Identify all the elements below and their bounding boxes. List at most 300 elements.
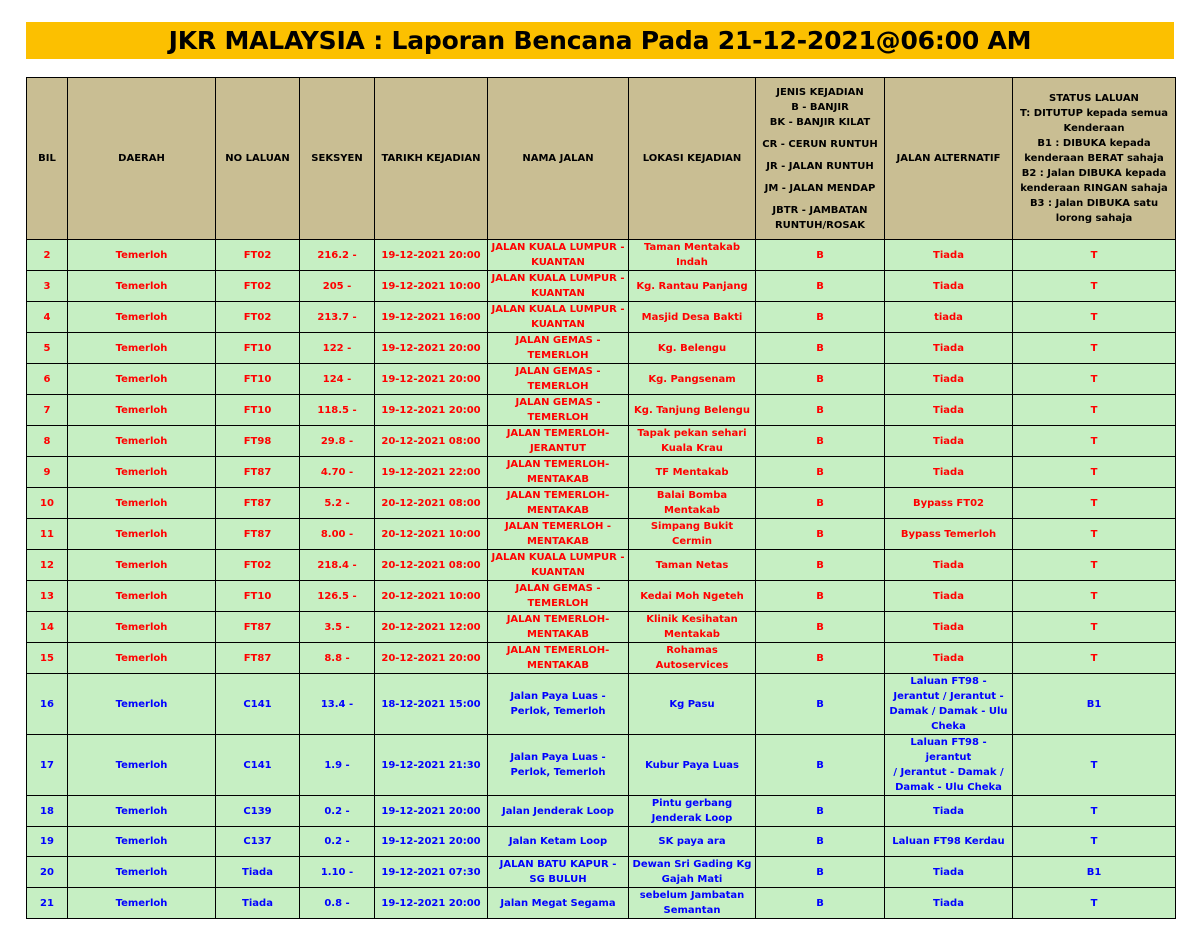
cell-nama-jalan xyxy=(488,488,629,519)
cell-no-laluan: FT02 xyxy=(216,240,300,271)
cell-no-laluan: FT98 xyxy=(216,426,300,457)
cell-nama-jalan-line: Jalan Megat Segama xyxy=(500,897,616,909)
cell-jenis-kejadian: B xyxy=(756,581,885,612)
cell-tarikh-kejadian: 19-12-2021 20:00 xyxy=(375,333,488,364)
cell-jalan-alternatif-line: Laluan FT98 - xyxy=(910,676,987,687)
cell-status-laluan: T xyxy=(1013,302,1176,333)
cell-no-laluan: FT02 xyxy=(216,550,300,581)
cell-jalan-alternatif xyxy=(885,302,1013,333)
header-jenis-line: RUNTUH/ROSAK xyxy=(774,219,866,231)
header-lokasi-kejadian: LOKASI KEJADIAN xyxy=(629,78,756,240)
cell-jalan-alternatif-line: Tiada xyxy=(933,652,964,664)
cell-nama-jalan-line: JALAN GEMAS - xyxy=(515,583,601,594)
cell-lokasi-kejadian xyxy=(629,519,756,550)
cell-tarikh-kejadian: 20-12-2021 20:00 xyxy=(375,643,488,674)
cell-seksyen: 13.4 - xyxy=(300,674,375,735)
cell-jenis-kejadian: B xyxy=(756,674,885,735)
header-status-line: Kenderaan xyxy=(1063,123,1125,134)
cell-daerah: Temerloh xyxy=(68,302,216,333)
cell-lokasi-kejadian xyxy=(629,735,756,796)
cell-nama-jalan-line: Perlok, Temerloh xyxy=(510,767,606,778)
cell-daerah: Temerloh xyxy=(68,735,216,796)
cell-nama-jalan-line: JALAN GEMAS - xyxy=(515,335,601,346)
report-title-bar xyxy=(26,22,1174,59)
cell-nama-jalan-line: JALAN TEMERLOH- xyxy=(506,614,610,625)
cell-status-laluan: T xyxy=(1013,333,1176,364)
cell-lokasi-kejadian-line: Semantan xyxy=(663,905,721,916)
cell-jalan-alternatif-line: Tiada xyxy=(933,590,964,602)
cell-tarikh-kejadian: 20-12-2021 10:00 xyxy=(375,519,488,550)
cell-bil: 5 xyxy=(27,333,68,364)
cell-nama-jalan-line: JALAN KUALA LUMPUR - xyxy=(491,552,625,563)
cell-daerah: Temerloh xyxy=(68,612,216,643)
cell-jalan-alternatif xyxy=(885,333,1013,364)
cell-status-laluan: T xyxy=(1013,581,1176,612)
cell-lokasi-kejadian xyxy=(629,240,756,271)
cell-nama-jalan-line: JALAN BATU KAPUR - xyxy=(499,859,617,870)
cell-jalan-alternatif-line: Tiada xyxy=(933,280,964,292)
cell-jalan-alternatif-line: Laluan FT98 Kerdau xyxy=(892,836,1005,847)
table-row xyxy=(27,488,1176,519)
cell-jalan-alternatif-line: Damak / Damak - Ulu xyxy=(889,706,1008,717)
cell-nama-jalan xyxy=(488,857,629,888)
cell-nama-jalan-line: Jalan Ketam Loop xyxy=(508,836,608,847)
cell-jenis-kejadian: B xyxy=(756,333,885,364)
cell-lokasi-kejadian xyxy=(629,857,756,888)
cell-daerah: Temerloh xyxy=(68,519,216,550)
cell-jalan-alternatif xyxy=(885,550,1013,581)
cell-daerah: Temerloh xyxy=(68,457,216,488)
cell-lokasi-kejadian xyxy=(629,395,756,426)
cell-nama-jalan xyxy=(488,796,629,827)
cell-jalan-alternatif xyxy=(885,457,1013,488)
header-bil: BIL xyxy=(27,78,68,240)
cell-tarikh-kejadian: 19-12-2021 20:00 xyxy=(375,888,488,919)
cell-bil: 17 xyxy=(27,735,68,796)
cell-status-laluan: B1 xyxy=(1013,674,1176,735)
cell-bil: 2 xyxy=(27,240,68,271)
cell-nama-jalan-line: JALAN TEMERLOH - xyxy=(504,521,612,532)
cell-jenis-kejadian: B xyxy=(756,457,885,488)
cell-seksyen: 126.5 - xyxy=(300,581,375,612)
cell-jenis-kejadian: B xyxy=(756,857,885,888)
header-status-line: B3 : Jalan DIBUKA satu xyxy=(1029,198,1159,209)
cell-jalan-alternatif-line: Tiada xyxy=(933,621,964,633)
cell-daerah: Temerloh xyxy=(68,271,216,302)
cell-bil: 20 xyxy=(27,857,68,888)
cell-daerah: Temerloh xyxy=(68,643,216,674)
cell-nama-jalan-line: TEMERLOH xyxy=(527,381,589,392)
cell-daerah: Temerloh xyxy=(68,827,216,857)
cell-jenis-kejadian: B xyxy=(756,519,885,550)
cell-lokasi-kejadian xyxy=(629,457,756,488)
cell-jalan-alternatif-line: Tiada xyxy=(933,249,964,261)
cell-no-laluan: FT10 xyxy=(216,395,300,426)
cell-tarikh-kejadian: 18-12-2021 15:00 xyxy=(375,674,488,735)
cell-no-laluan: FT87 xyxy=(216,643,300,674)
cell-lokasi-kejadian-line: Gajah Mati xyxy=(661,874,723,885)
cell-jenis-kejadian: B xyxy=(756,612,885,643)
cell-jalan-alternatif-line: Damak - Ulu Cheka xyxy=(895,782,1002,793)
cell-bil: 3 xyxy=(27,271,68,302)
cell-jenis-kejadian: B xyxy=(756,271,885,302)
cell-jenis-kejadian: B xyxy=(756,796,885,827)
cell-daerah: Temerloh xyxy=(68,240,216,271)
cell-nama-jalan-line: JALAN GEMAS - xyxy=(515,366,601,377)
cell-no-laluan: FT02 xyxy=(216,271,300,302)
cell-nama-jalan-line: JALAN GEMAS - xyxy=(515,397,601,408)
header-jenis-line: JBTR - JAMBATAN xyxy=(772,204,868,216)
cell-lokasi-kejadian-line: Jenderak Loop xyxy=(651,813,733,824)
cell-status-laluan: T xyxy=(1013,796,1176,827)
cell-seksyen: 205 - xyxy=(300,271,375,302)
cell-jenis-kejadian: B xyxy=(756,302,885,333)
cell-nama-jalan-line: KUANTAN xyxy=(531,288,585,299)
table-row xyxy=(27,364,1176,395)
cell-status-laluan: T xyxy=(1013,735,1176,796)
cell-nama-jalan xyxy=(488,395,629,426)
cell-nama-jalan xyxy=(488,271,629,302)
cell-no-laluan: FT87 xyxy=(216,488,300,519)
cell-jalan-alternatif xyxy=(885,643,1013,674)
header-jenis-kejadian xyxy=(756,78,885,240)
cell-lokasi-kejadian xyxy=(629,612,756,643)
cell-bil: 11 xyxy=(27,519,68,550)
cell-nama-jalan xyxy=(488,364,629,395)
cell-nama-jalan-line: JALAN KUALA LUMPUR - xyxy=(491,273,625,284)
cell-lokasi-kejadian-line: TF Mentakab xyxy=(655,466,729,478)
cell-daerah: Temerloh xyxy=(68,888,216,919)
header-jenis-line: JR - JALAN RUNTUH xyxy=(766,160,874,172)
cell-seksyen: 213.7 - xyxy=(300,302,375,333)
cell-jalan-alternatif-line: Laluan FT98 - jerantut xyxy=(910,737,987,763)
table-row xyxy=(27,735,1176,796)
cell-jalan-alternatif-line: Tiada xyxy=(933,866,964,878)
cell-jalan-alternatif-line: Tiada xyxy=(933,897,964,909)
cell-lokasi-kejadian-line: Mentakab xyxy=(664,629,720,640)
cell-lokasi-kejadian-line: Simpang Bukit Cermin xyxy=(650,521,734,547)
table-row xyxy=(27,426,1176,457)
cell-no-laluan: FT10 xyxy=(216,581,300,612)
cell-daerah: Temerloh xyxy=(68,395,216,426)
cell-tarikh-kejadian: 20-12-2021 10:00 xyxy=(375,581,488,612)
disaster-report-table xyxy=(26,77,1176,919)
cell-no-laluan: Tiada xyxy=(216,888,300,919)
cell-status-laluan: T xyxy=(1013,488,1176,519)
cell-daerah: Temerloh xyxy=(68,333,216,364)
cell-nama-jalan xyxy=(488,674,629,735)
cell-bil: 4 xyxy=(27,302,68,333)
cell-status-laluan: T xyxy=(1013,457,1176,488)
table-row xyxy=(27,333,1176,364)
report-title: JKR MALAYSIA : Laporan Bencana Pada 21-12-2021@06:00 AM xyxy=(168,26,1032,55)
cell-status-laluan: T xyxy=(1013,426,1176,457)
cell-status-laluan: T xyxy=(1013,519,1176,550)
cell-no-laluan: FT87 xyxy=(216,457,300,488)
cell-lokasi-kejadian-line: Kg Pasu xyxy=(669,698,715,710)
cell-seksyen: 4.70 - xyxy=(300,457,375,488)
cell-bil: 19 xyxy=(27,827,68,857)
cell-tarikh-kejadian: 19-12-2021 20:00 xyxy=(375,240,488,271)
cell-jenis-kejadian: B xyxy=(756,550,885,581)
cell-lokasi-kejadian xyxy=(629,333,756,364)
cell-nama-jalan xyxy=(488,735,629,796)
cell-jenis-kejadian: B xyxy=(756,735,885,796)
cell-status-laluan: T xyxy=(1013,395,1176,426)
cell-bil: 9 xyxy=(27,457,68,488)
header-jenis-line: BK - BANJIR KILAT xyxy=(769,116,871,128)
cell-lokasi-kejadian-line: Taman Netas xyxy=(655,559,729,571)
cell-nama-jalan xyxy=(488,333,629,364)
cell-bil: 18 xyxy=(27,796,68,827)
cell-nama-jalan xyxy=(488,302,629,333)
cell-no-laluan: C139 xyxy=(216,796,300,827)
cell-tarikh-kejadian: 19-12-2021 16:00 xyxy=(375,302,488,333)
table-row xyxy=(27,612,1176,643)
cell-seksyen: 218.4 - xyxy=(300,550,375,581)
cell-jalan-alternatif-line: Tiada xyxy=(933,805,964,817)
cell-tarikh-kejadian: 20-12-2021 08:00 xyxy=(375,488,488,519)
cell-lokasi-kejadian xyxy=(629,364,756,395)
table-row xyxy=(27,581,1176,612)
cell-jalan-alternatif xyxy=(885,674,1013,735)
cell-nama-jalan xyxy=(488,612,629,643)
cell-jalan-alternatif xyxy=(885,581,1013,612)
cell-nama-jalan-line: JALAN TEMERLOH- xyxy=(506,490,610,501)
cell-jalan-alternatif-line: Tiada xyxy=(933,559,964,571)
cell-nama-jalan-line: JALAN KUALA LUMPUR - xyxy=(491,304,625,315)
cell-lokasi-kejadian-line: Dewan Sri Gading Kg xyxy=(632,859,752,870)
cell-nama-jalan-line: SG BULUH xyxy=(529,874,587,885)
cell-lokasi-kejadian-line: Balai Bomba xyxy=(656,490,728,501)
cell-nama-jalan xyxy=(488,457,629,488)
cell-bil: 15 xyxy=(27,643,68,674)
header-status-line: B2 : Jalan DIBUKA kepada xyxy=(1021,168,1167,179)
cell-nama-jalan-line: JALAN KUALA LUMPUR - xyxy=(491,242,625,253)
cell-jalan-alternatif xyxy=(885,364,1013,395)
table-row xyxy=(27,457,1176,488)
cell-lokasi-kejadian-line: Indah xyxy=(676,257,708,268)
cell-bil: 21 xyxy=(27,888,68,919)
cell-daerah: Temerloh xyxy=(68,426,216,457)
cell-seksyen: 124 - xyxy=(300,364,375,395)
cell-no-laluan: C141 xyxy=(216,735,300,796)
cell-lokasi-kejadian xyxy=(629,488,756,519)
header-jenis-line: CR - CERUN RUNTUH xyxy=(762,138,878,150)
cell-bil: 10 xyxy=(27,488,68,519)
header-row xyxy=(27,78,1176,240)
cell-bil: 14 xyxy=(27,612,68,643)
cell-jalan-alternatif-line: Tiada xyxy=(933,466,964,478)
cell-nama-jalan xyxy=(488,888,629,919)
cell-nama-jalan-line: JERANTUT xyxy=(529,443,587,454)
cell-lokasi-kejadian xyxy=(629,271,756,302)
cell-tarikh-kejadian: 20-12-2021 08:00 xyxy=(375,426,488,457)
cell-lokasi-kejadian-line: Kedai Moh Ngeteh xyxy=(640,590,744,602)
cell-status-laluan: T xyxy=(1013,612,1176,643)
cell-jalan-alternatif xyxy=(885,796,1013,827)
cell-tarikh-kejadian: 20-12-2021 08:00 xyxy=(375,550,488,581)
cell-lokasi-kejadian-line: Kg. Rantau Panjang xyxy=(636,280,748,292)
cell-tarikh-kejadian: 19-12-2021 21:30 xyxy=(375,735,488,796)
header-status-line: B1 : DIBUKA kepada xyxy=(1037,138,1151,149)
cell-lokasi-kejadian-line: Masjid Desa Bakti xyxy=(641,311,743,323)
cell-bil: 16 xyxy=(27,674,68,735)
cell-bil: 13 xyxy=(27,581,68,612)
table-row xyxy=(27,827,1176,857)
cell-nama-jalan-line: MENTAKAB xyxy=(526,629,590,640)
cell-status-laluan: T xyxy=(1013,643,1176,674)
cell-jenis-kejadian: B xyxy=(756,426,885,457)
cell-tarikh-kejadian: 19-12-2021 20:00 xyxy=(375,827,488,857)
cell-nama-jalan-line: JALAN TEMERLOH- xyxy=(506,428,610,439)
cell-no-laluan: C141 xyxy=(216,674,300,735)
table-row xyxy=(27,796,1176,827)
cell-jenis-kejadian: B xyxy=(756,643,885,674)
cell-tarikh-kejadian: 19-12-2021 20:00 xyxy=(375,796,488,827)
cell-nama-jalan-line: KUANTAN xyxy=(531,567,585,578)
cell-lokasi-kejadian-line: Taman Mentakab xyxy=(644,242,740,253)
cell-nama-jalan-line: MENTAKAB xyxy=(526,474,590,485)
cell-lokasi-kejadian xyxy=(629,888,756,919)
header-status-line: T: DITUTUP kepada semua xyxy=(1020,108,1168,119)
cell-daerah: Temerloh xyxy=(68,674,216,735)
cell-no-laluan: C137 xyxy=(216,827,300,857)
cell-jenis-kejadian: B xyxy=(756,488,885,519)
cell-lokasi-kejadian-line: Autoservices xyxy=(655,660,729,671)
header-jalan-alternatif: JALAN ALTERNATIF xyxy=(885,78,1013,240)
cell-jalan-alternatif xyxy=(885,426,1013,457)
table-row xyxy=(27,302,1176,333)
cell-nama-jalan-line: KUANTAN xyxy=(531,257,585,268)
cell-tarikh-kejadian: 19-12-2021 20:00 xyxy=(375,364,488,395)
table-row xyxy=(27,857,1176,888)
cell-nama-jalan xyxy=(488,827,629,857)
cell-no-laluan: FT87 xyxy=(216,519,300,550)
cell-no-laluan: FT87 xyxy=(216,612,300,643)
cell-daerah: Temerloh xyxy=(68,364,216,395)
cell-lokasi-kejadian xyxy=(629,426,756,457)
cell-nama-jalan-line: TEMERLOH xyxy=(527,598,589,609)
cell-tarikh-kejadian: 19-12-2021 07:30 xyxy=(375,857,488,888)
header-jenis-line: JENIS KEJADIAN xyxy=(776,86,864,98)
cell-status-laluan: T xyxy=(1013,888,1176,919)
cell-lokasi-kejadian xyxy=(629,302,756,333)
cell-bil: 12 xyxy=(27,550,68,581)
cell-status-laluan: T xyxy=(1013,364,1176,395)
cell-lokasi-kejadian-line: SK paya ara xyxy=(658,836,726,847)
cell-lokasi-kejadian-line: Kuala Krau xyxy=(661,443,723,454)
cell-lokasi-kejadian-line: Kubur Paya Luas xyxy=(645,759,739,771)
cell-nama-jalan-line: MENTAKAB xyxy=(526,536,590,547)
cell-no-laluan: FT10 xyxy=(216,364,300,395)
cell-lokasi-kejadian-line: Mentakab xyxy=(664,505,720,516)
cell-seksyen: 1.9 - xyxy=(300,735,375,796)
cell-no-laluan: FT10 xyxy=(216,333,300,364)
cell-jalan-alternatif-line: Tiada xyxy=(933,373,964,385)
cell-lokasi-kejadian xyxy=(629,674,756,735)
cell-daerah: Temerloh xyxy=(68,857,216,888)
cell-lokasi-kejadian-line: sebelum Jambatan xyxy=(639,890,745,901)
table-row xyxy=(27,395,1176,426)
cell-seksyen: 118.5 - xyxy=(300,395,375,426)
cell-status-laluan: T xyxy=(1013,271,1176,302)
cell-daerah: Temerloh xyxy=(68,488,216,519)
cell-jalan-alternatif-line: Bypass Temerloh xyxy=(900,528,997,540)
cell-jalan-alternatif xyxy=(885,888,1013,919)
cell-jalan-alternatif-line: Tiada xyxy=(933,435,964,447)
cell-tarikh-kejadian: 19-12-2021 10:00 xyxy=(375,271,488,302)
table-row xyxy=(27,519,1176,550)
cell-jenis-kejadian: B xyxy=(756,827,885,857)
cell-jenis-kejadian: B xyxy=(756,395,885,426)
cell-lokasi-kejadian-line: Pintu gerbang xyxy=(651,798,733,809)
cell-lokasi-kejadian xyxy=(629,581,756,612)
header-status-line: STATUS LALUAN xyxy=(1049,93,1139,104)
cell-status-laluan: B1 xyxy=(1013,857,1176,888)
cell-jalan-alternatif-line: / Jerantut - Damak / xyxy=(893,767,1004,778)
cell-lokasi-kejadian-line: Rohamas xyxy=(666,645,718,656)
cell-jalan-alternatif xyxy=(885,271,1013,302)
cell-bil: 8 xyxy=(27,426,68,457)
cell-jalan-alternatif xyxy=(885,827,1013,857)
cell-seksyen: 8.8 - xyxy=(300,643,375,674)
cell-nama-jalan-line: Jalan Jenderak Loop xyxy=(502,805,614,817)
cell-jenis-kejadian: B xyxy=(756,888,885,919)
cell-jalan-alternatif xyxy=(885,857,1013,888)
cell-jalan-alternatif xyxy=(885,395,1013,426)
cell-no-laluan: FT02 xyxy=(216,302,300,333)
cell-tarikh-kejadian: 19-12-2021 20:00 xyxy=(375,395,488,426)
cell-daerah: Temerloh xyxy=(68,796,216,827)
cell-nama-jalan-line: TEMERLOH xyxy=(527,412,589,423)
header-status-line: kenderaan RINGAN sahaja xyxy=(1020,183,1168,194)
cell-nama-jalan-line: MENTAKAB xyxy=(526,660,590,671)
cell-nama-jalan xyxy=(488,519,629,550)
header-seksyen: SEKSYEN xyxy=(300,78,375,240)
table-row xyxy=(27,550,1176,581)
cell-no-laluan: Tiada xyxy=(216,857,300,888)
cell-jalan-alternatif xyxy=(885,240,1013,271)
cell-nama-jalan-line: MENTAKAB xyxy=(526,505,590,516)
cell-nama-jalan-line: Jalan Paya Luas - xyxy=(510,691,606,702)
header-jenis-line: JM - JALAN MENDAP xyxy=(764,182,876,194)
cell-nama-jalan xyxy=(488,550,629,581)
cell-bil: 7 xyxy=(27,395,68,426)
cell-nama-jalan-line: TEMERLOH xyxy=(527,350,589,361)
cell-status-laluan: T xyxy=(1013,827,1176,857)
cell-nama-jalan-line: Jalan Paya Luas - xyxy=(510,752,606,763)
cell-lokasi-kejadian-line: Kg. Tanjung Belengu xyxy=(634,404,750,416)
header-daerah: DAERAH xyxy=(68,78,216,240)
cell-seksyen: 29.8 - xyxy=(300,426,375,457)
table-row xyxy=(27,888,1176,919)
cell-lokasi-kejadian xyxy=(629,796,756,827)
header-nama-jalan: NAMA JALAN xyxy=(488,78,629,240)
cell-jalan-alternatif-line: Jerantut / Jerantut - xyxy=(893,691,1004,702)
cell-jalan-alternatif xyxy=(885,519,1013,550)
cell-seksyen: 5.2 - xyxy=(300,488,375,519)
cell-nama-jalan-line: JALAN TEMERLOH- xyxy=(506,645,610,656)
cell-nama-jalan-line: Perlok, Temerloh xyxy=(510,706,606,717)
cell-jalan-alternatif xyxy=(885,488,1013,519)
header-status-line: lorong sahaja xyxy=(1055,213,1133,224)
header-tarikh-kejadian: TARIKH KEJADIAN xyxy=(375,78,488,240)
cell-seksyen: 3.5 - xyxy=(300,612,375,643)
header-jenis-line: B - BANJIR xyxy=(791,101,849,113)
cell-daerah: Temerloh xyxy=(68,581,216,612)
cell-jalan-alternatif-line: tiada xyxy=(934,311,963,323)
